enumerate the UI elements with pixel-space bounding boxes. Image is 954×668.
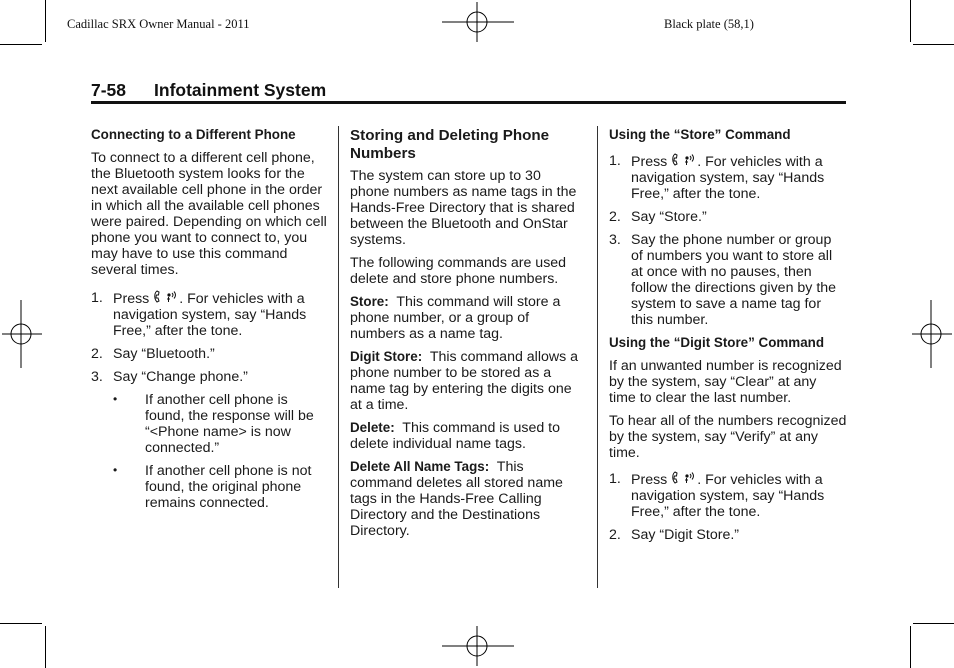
step-press: Press (113, 291, 150, 307)
steps-list (609, 153, 847, 328)
paragraph: If an unwanted number is recognized by the system, say “Clear” at any time to clear the last number. (609, 358, 842, 406)
list-item (609, 153, 847, 202)
crop-mark (910, 626, 911, 668)
plate-id: Black plate (58,1) (664, 17, 754, 31)
phone-voice-icon (671, 471, 697, 484)
header-rule (91, 101, 846, 104)
definition-text: This command will store a phone number, or a group of numbers as a name tag. (350, 294, 561, 342)
definition-term: Digit Store: (350, 349, 423, 364)
step-number: 1. (91, 290, 103, 306)
column-divider (597, 126, 598, 588)
list-item (91, 346, 329, 362)
list-item (609, 232, 847, 328)
column-2 (350, 127, 582, 546)
column-1 (91, 127, 329, 518)
crop-mark (913, 623, 954, 624)
registration-mark-bottom (442, 626, 514, 666)
crop-mark (913, 44, 954, 45)
step-number: 1. (609, 153, 621, 169)
step-text: Say “Change phone.” (113, 369, 248, 385)
step-text: . For vehicles with a navigation system, say “Hands Free,” after the tone. (631, 154, 825, 202)
bullet-item (113, 392, 329, 456)
step-text: Say “Digit Store.” (631, 527, 740, 543)
step-number: 3. (91, 369, 103, 385)
list-item (91, 290, 329, 339)
phone-voice-icon (671, 153, 697, 166)
crop-mark (0, 623, 42, 624)
bullet-mark: • (113, 392, 118, 406)
registration-mark-right (912, 300, 952, 368)
crop-mark (0, 44, 42, 45)
bullet-list (113, 392, 329, 511)
list-item (91, 369, 329, 385)
paragraph: To connect to a different cell phone, the Bluetooth system looks for the next available cell phone in the order in which all the available cell phones were paired. Depending on which cell phone you want to connect to, you may have to use this command several times. (91, 150, 327, 278)
list-item (609, 471, 847, 520)
column-3 (609, 127, 847, 550)
registration-mark-top (442, 2, 514, 42)
step-text: . For vehicles with a navigation system, say “Hands Free,” after the tone. (631, 472, 825, 520)
paragraph: The following commands are used delete and store phone numbers. (350, 255, 567, 287)
definition-term: Delete: (350, 420, 395, 435)
definition-delete-all (350, 459, 582, 539)
step-text: . For vehicles with a navigation system, say “Hands Free,” after the tone. (113, 291, 307, 339)
bullet-text: If another cell phone is not found, the original phone remains connected. (145, 463, 312, 511)
crop-mark (45, 626, 46, 668)
definition-delete (350, 420, 582, 452)
definition-digit-store (350, 349, 582, 413)
plate-manual-title: Cadillac SRX Owner Manual - 2011 (67, 17, 250, 31)
step-text: Say the phone number or group of numbers you want to store all at once with no pauses, then follow the directions given by the system to save a name tag for this number. (631, 232, 837, 328)
list-item (609, 527, 847, 543)
definition-store (350, 294, 582, 342)
steps-list (91, 290, 329, 385)
definition-text: This command allows a phone number to be stored as a name tag by entering the digits one at a time. (350, 349, 579, 413)
step-number: 2. (609, 527, 621, 543)
phone-voice-icon (153, 290, 179, 303)
column-divider (338, 126, 339, 588)
page-number: 7-58 (91, 80, 127, 100)
steps-list (609, 471, 847, 543)
definition-term: Store: (350, 294, 389, 309)
paragraph: To hear all of the numbers recognized by the system, say “Verify” at any time. (609, 413, 847, 461)
subsection-heading: Connecting to a Different Phone (91, 127, 296, 142)
step-press: Press (631, 154, 668, 170)
section-title: Infotainment System (154, 80, 327, 100)
step-number: 2. (91, 346, 103, 362)
definition-term: Delete All Name Tags: (350, 459, 490, 474)
definition-text: This command is used to delete individual name tags. (350, 420, 561, 452)
step-number: 1. (609, 471, 621, 487)
crop-mark (45, 0, 46, 42)
list-item (609, 209, 847, 225)
bullet-text: If another cell phone is found, the response will be “<Phone name> is now connected.” (145, 392, 314, 456)
definition-text: This command deletes all stored name tags in the Hands-Free Calling Directory and the Destinations Directory. (350, 459, 563, 539)
step-number: 3. (609, 232, 621, 248)
bullet-item (113, 463, 329, 511)
page-header (91, 80, 326, 101)
crop-mark (910, 0, 911, 42)
paragraph: The system can store up to 30 phone numbers as name tags in the Hands-Free Directory that is shared between the Bluetooth and OnStar systems. (350, 168, 577, 248)
step-text: Say “Bluetooth.” (113, 346, 215, 362)
section-heading: Storing and Deleting Phone Numbers (350, 127, 550, 162)
step-number: 2. (609, 209, 621, 225)
subsection-heading: Using the “Store” Command (609, 127, 791, 142)
registration-mark-left (2, 300, 42, 368)
step-press: Press (631, 472, 668, 488)
step-text: Say “Store.” (631, 209, 707, 225)
subsection-heading: Using the “Digit Store” Command (609, 335, 825, 350)
bullet-mark: • (113, 463, 118, 477)
